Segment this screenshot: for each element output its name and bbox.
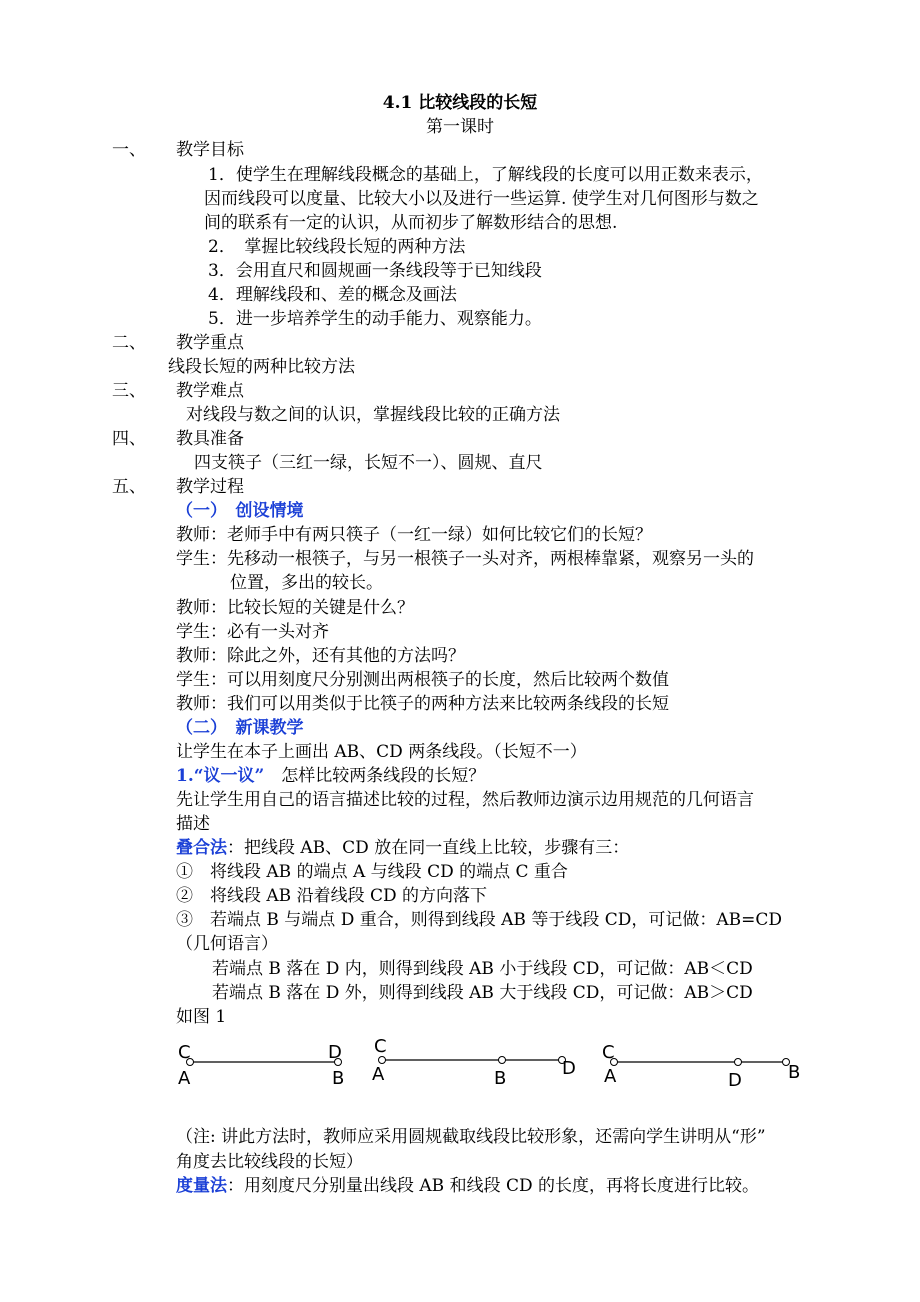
figure-less-than (372, 1036, 576, 1089)
case-outside: 若端点 B 落在 D 外，则得到线段 AB 大于线段 CD，可记做：AB＞CD (212, 983, 753, 1003)
section-3-body: 对线段与数之间的认识，掌握线段比较的正确方法 (186, 405, 560, 425)
dialogue-line: 学生：先移动一根筷子，与另一根筷子一头对齐，两根棒靠紧，观察另一头的 (176, 549, 754, 569)
paragraph-line: 描述 (176, 814, 210, 834)
dialogue-line: 学生：必有一头对齐 (176, 622, 329, 642)
section-3-heading: 教学难点 (176, 381, 244, 401)
goal-5: 5．进一步培养学生的动手能力、观察能力。 (208, 309, 542, 329)
step-3-continued: （几何语言） (176, 934, 278, 954)
label-b: B (332, 1068, 345, 1089)
goal-1-line-3: 间的联系有一定的认识，从而初步了解数形结合的思想. (204, 213, 618, 233)
dialogue-line: 学生：可以用刻度尺分别测出两根筷子的长度，然后比较两个数值 (176, 670, 669, 690)
discussion-label: 1.“议一议” (176, 766, 265, 786)
endpoint-dot (379, 1057, 386, 1064)
paragraph-line: 让学生在本子上画出 AB、CD 两条线段。（长短不一） (176, 742, 587, 762)
goal-4: 4．理解线段和、差的概念及画法 (208, 285, 457, 305)
dialogue-line: 教师：比较长短的关键是什么？ (176, 598, 414, 618)
step-1: ① 将线段 AB 的端点 A 与线段 CD 的端点 C 重合 (176, 862, 568, 882)
endpoint-dot (735, 1059, 742, 1066)
overlap-method-text: ：把线段 AB、CD 放在同一直线上比较，步骤有三： (227, 838, 630, 858)
note-line-2: 角度去比较线段的长短） (176, 1152, 363, 1172)
goal-1-line-1: 1．使学生在理解线段概念的基础上，了解线段的长度可以用正数来表示， (208, 165, 763, 185)
measure-method-label: 度量法 (176, 1176, 227, 1196)
section-2-body: 线段长短的两种比较方法 (168, 357, 355, 377)
note-line-1: （注: 讲此方法时，教师应采用圆规截取线段比较形象，还需向学生讲明从“形” (176, 1127, 766, 1147)
label-c: C (178, 1042, 191, 1063)
section-3-number: 三、 (112, 381, 146, 401)
label-a: A (372, 1064, 385, 1085)
section-1-heading: 教学目标 (176, 140, 244, 160)
section-5-number: 五、 (112, 477, 146, 497)
label-d: D (562, 1058, 576, 1079)
dialogue-line: 教师：除此之外，还有其他的方法吗？ (176, 646, 465, 666)
goal-1-line-2: 因而线段可以度量、比较大小以及进行一些运算. 使学生对几何图形与数之 (204, 189, 759, 209)
measure-method-text: ：用刻度尺分别量出线段 AB 和线段 CD 的长度，再将长度进行比较。 (227, 1176, 760, 1196)
measure-method-line (176, 1175, 759, 1197)
figure-equal (178, 1042, 344, 1089)
figure-1-segments (0, 1030, 920, 1100)
section-4-number: 四、 (112, 429, 146, 449)
section-4-body: 四支筷子（三红一绿，长短不一）、圆规、直尺 (194, 453, 543, 473)
figure-greater-than (602, 1042, 800, 1091)
page-subtitle: 第一课时 (426, 117, 494, 137)
goal-3: 3．会用直尺和圆规画一条线段等于已知线段 (208, 261, 542, 281)
label-d: D (728, 1070, 742, 1091)
goal-2: 2． 掌握比较线段长短的两种方法 (208, 237, 466, 257)
discussion-text: 怎样比较两条线段的长短？ (264, 766, 486, 786)
label-d: D (328, 1042, 342, 1063)
part-1-heading: （一） 创设情境 (176, 501, 304, 521)
dialogue-line: 教师：我们可以用类似于比筷子的两种方法来比较两条线段的长短 (176, 694, 669, 714)
dialogue-line: 位置，多出的较长。 (230, 573, 383, 593)
section-5-heading: 教学过程 (176, 477, 244, 497)
step-2: ② 将线段 AB 沿着线段 CD 的方向落下 (176, 886, 488, 906)
figure-caption: 如图 1 (176, 1007, 227, 1027)
label-a: A (178, 1068, 191, 1089)
step-3: ③ 若端点 B 与端点 D 重合，则得到线段 AB 等于线段 CD，可记做：AB=CD (176, 910, 783, 930)
page-title: 4.1 比较线段的长短 (382, 93, 538, 113)
section-2-number: 二、 (112, 333, 146, 353)
section-1-number: 一、 (112, 140, 146, 160)
label-b: B (788, 1062, 801, 1083)
dialogue-line: 教师：老师手中有两只筷子（一红一绿）如何比较它们的长短？ (176, 525, 652, 545)
overlap-method-line (176, 837, 629, 859)
label-b: B (494, 1068, 507, 1089)
part-2-heading: （二） 新课教学 (176, 718, 304, 738)
section-2-heading: 教学重点 (176, 333, 244, 353)
paragraph-line: 先让学生用自己的语言描述比较的过程，然后教师边演示边用规范的几何语言 (176, 790, 754, 810)
section-4-heading: 教具准备 (176, 429, 244, 449)
endpoint-dot (499, 1057, 506, 1064)
label-c: C (374, 1036, 387, 1057)
label-c: C (602, 1042, 615, 1063)
discussion-line (176, 765, 485, 787)
label-a: A (604, 1066, 617, 1087)
case-inside: 若端点 B 落在 D 内，则得到线段 AB 小于线段 CD，可记做：AB＜CD (212, 959, 753, 979)
overlap-method-label: 叠合法 (176, 838, 227, 858)
